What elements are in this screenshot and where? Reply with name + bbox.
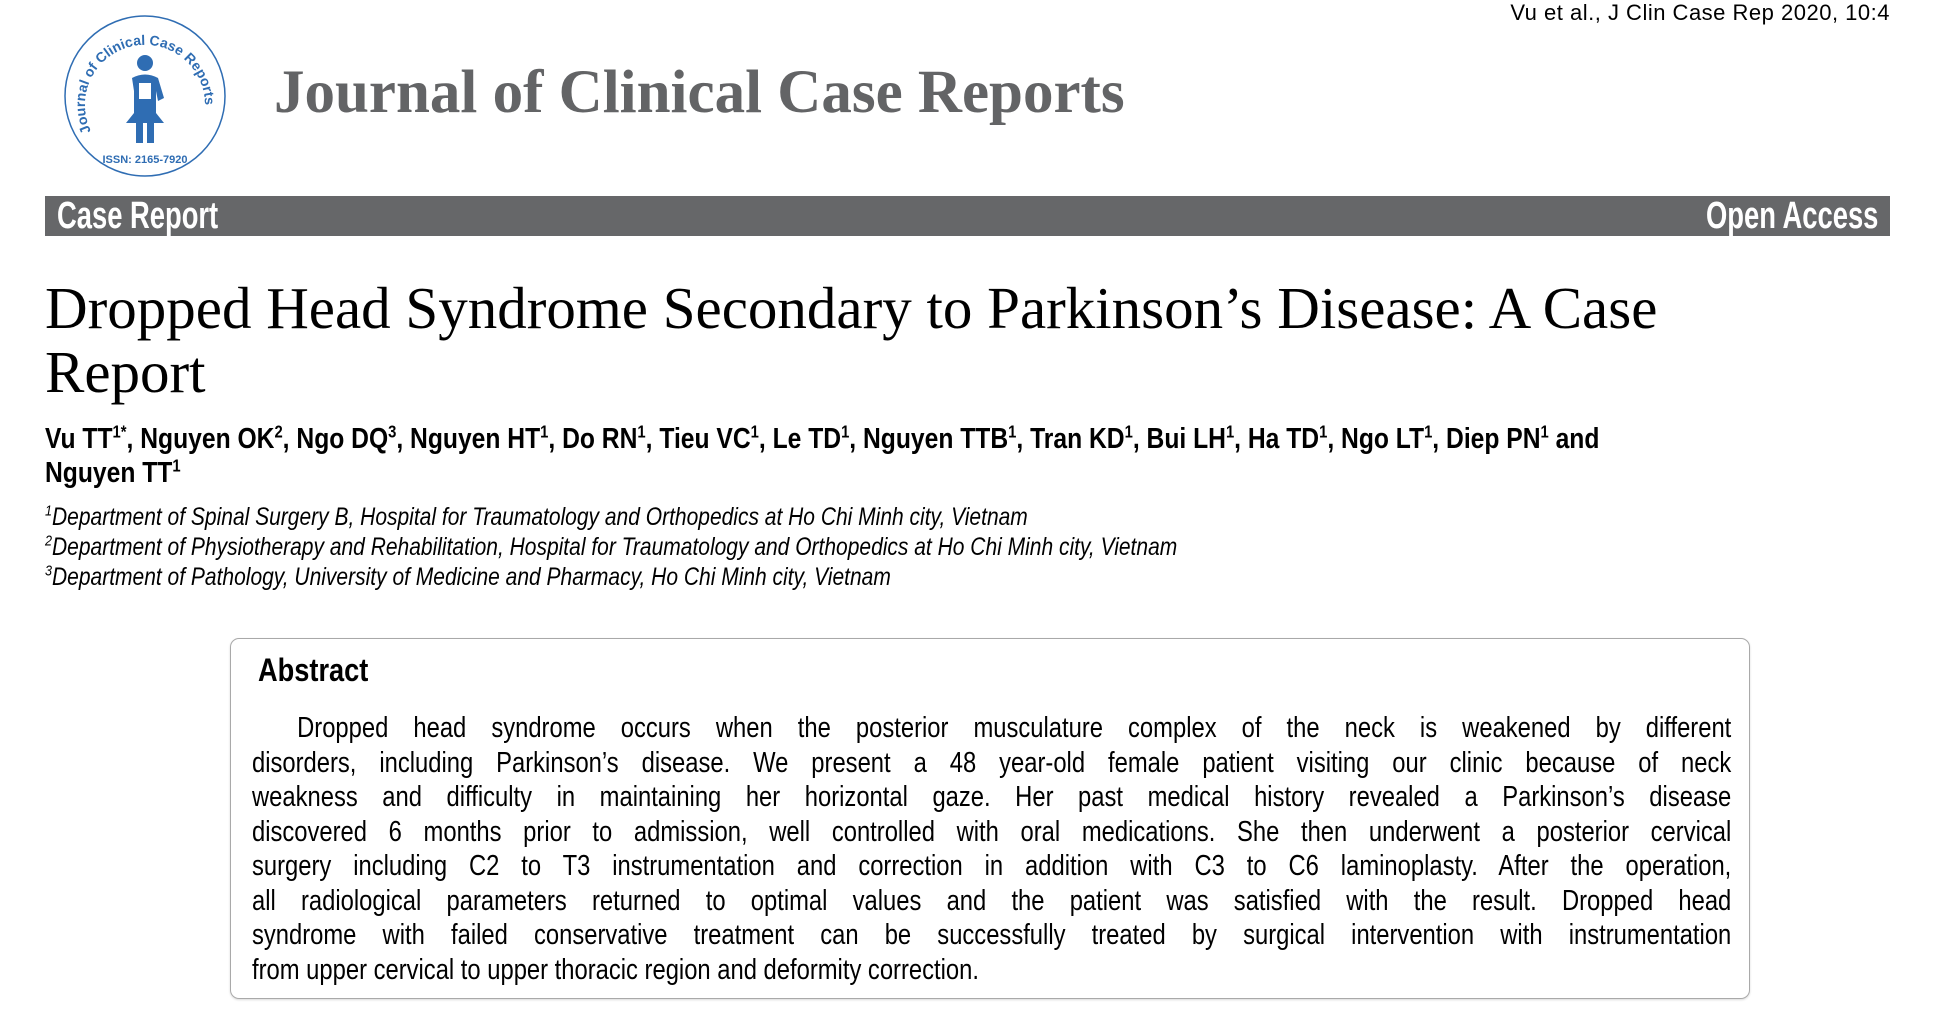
abstract-body [252,711,1731,987]
author-name: Do RN [562,423,638,455]
author-line: Vu $TT^{1*}$, Nguyen $OK^2$, Ngo $DQ^3$, Nguyen $HT^1$, Do $RN^1$, Tieu $VC^1$, Le $TD^1$, Nguyen TTB$^1$, Tran $KD^1$, Bui $LH^1$, Ha $TD^1$, Ngo $LT^1$, Diep $PN^1$ and [45,421,1600,455]
author-affiliation-mark: 2 [274,421,283,442]
author-affiliation-mark: 1 [540,421,549,442]
abstract-line: disorders, including Parkinson’s disease. We present a 48 year-old female patient visiting our clinic because of neck [252,746,1732,779]
abstract-line: all radiological parameters returned to optimal values and the patient was satisfied with the result. Dropped head [252,884,1732,917]
author-name: Vu TT [45,423,113,455]
author-affiliation-mark: 1 [1225,421,1235,442]
affiliation [45,562,1177,592]
affiliation [45,502,1177,532]
author-name: Nguyen TTB [862,423,1009,455]
affiliation-number: 2 [45,532,53,550]
author-name: Le TD [772,423,842,455]
authors-conjunction: and [1555,423,1600,455]
affiliations [45,502,1393,592]
author-affiliation-mark: 1 [637,421,646,442]
affiliation-text: Department of Pathology, University of Medicine and Pharmacy, Ho Chi Minh city, Vietnam [52,563,891,591]
svg-text:Journal of Clinical Case Repor: Journal of Clinical Case Reports [71,31,219,137]
author-name: Ha TD [1247,423,1320,455]
affiliation-number: 3 [45,562,53,580]
journal-logo [62,13,228,179]
open-access-label: Open Access [1705,195,1878,237]
author-line [45,456,1599,490]
author-affiliation-mark: 1* [112,421,127,442]
author-affiliation-mark: 1 [172,455,181,476]
abstract-box [230,638,1750,999]
abstract-heading: Abstract [258,652,369,688]
abstract-line: weakness and difficulty in maintaining her horizontal gaze. Her past medical history revealed a Parkinson’s disease [252,781,1732,813]
svg-text:ISSN: 2165-7920: ISSN: 2165-7920 [102,154,188,166]
author-name: Nguyen OK [140,423,275,455]
author-affiliation-mark: 3 [388,421,397,442]
abstract-line: from upper cervical to upper thoracic region and deformity correction. [252,953,979,986]
affiliation-text: Department of Physiotherapy and Rehabilitation, Hospital for Traumatology and Orthopedics at Ho Chi Minh city, Vietnam [52,533,1178,561]
author-affiliation-mark: 1 [1424,421,1433,442]
article-title [45,276,1657,404]
affiliation-text: Department of Spinal Surgery B, Hospital for Traumatology and Orthopedics at Ho Chi Minh city, Vietnam [52,503,1028,531]
journal-title: Journal of Clinical Case Reports [274,59,1125,126]
abstract-line: surgery including C2 to T3 instrumentation and correction in addition with C3 to C6 laminoplasty. After the operation, [252,850,1732,882]
abstract-line: Dropped head syndrome occurs when the posterior musculature complex of the neck is weakened by different [297,712,1732,744]
title-line: Report [45,339,206,405]
author-name: Nguyen TT [45,457,173,489]
author-name: Ngo DQ [296,423,389,455]
author-name: Diep PN [1446,423,1541,455]
author-name: Ngo LT [1341,423,1425,455]
author-name: Tran KD [1030,423,1125,455]
author-affiliation-mark: 1 [1124,421,1133,442]
author-name: Nguyen HT [410,423,541,455]
abstract-line: syndrome with failed conservative treatment can be successfully treated by surgical intervention with instrumentation [252,919,1732,951]
author-affiliation-mark: 1 [1008,421,1017,442]
affiliation-number: 1 [45,502,53,520]
author-affiliation-mark: 1 [1540,421,1549,442]
article-type-label: Case Report [57,195,219,237]
affiliation [45,532,1177,562]
article-type-banner [45,196,1890,236]
author-name: Bui LH [1146,423,1226,455]
title-line: Dropped Head Syndrome Secondary to Parkinson’s Disease: A Case [45,275,1658,341]
author-affiliation-mark: 1 [841,421,850,442]
author-affiliation-mark: 1 [750,421,759,442]
nurse-icon [126,55,164,143]
abstract-line: discovered 6 months prior to admission, well controlled with oral medications. She then underwent a posterior cervical [252,815,1732,848]
author-name: Tieu VC [659,423,751,455]
author-list [45,422,1874,490]
citation: Vu et al., J Clin Case Rep 2020, 10:4 [1510,0,1890,25]
author-affiliation-mark: 1 [1319,421,1328,442]
